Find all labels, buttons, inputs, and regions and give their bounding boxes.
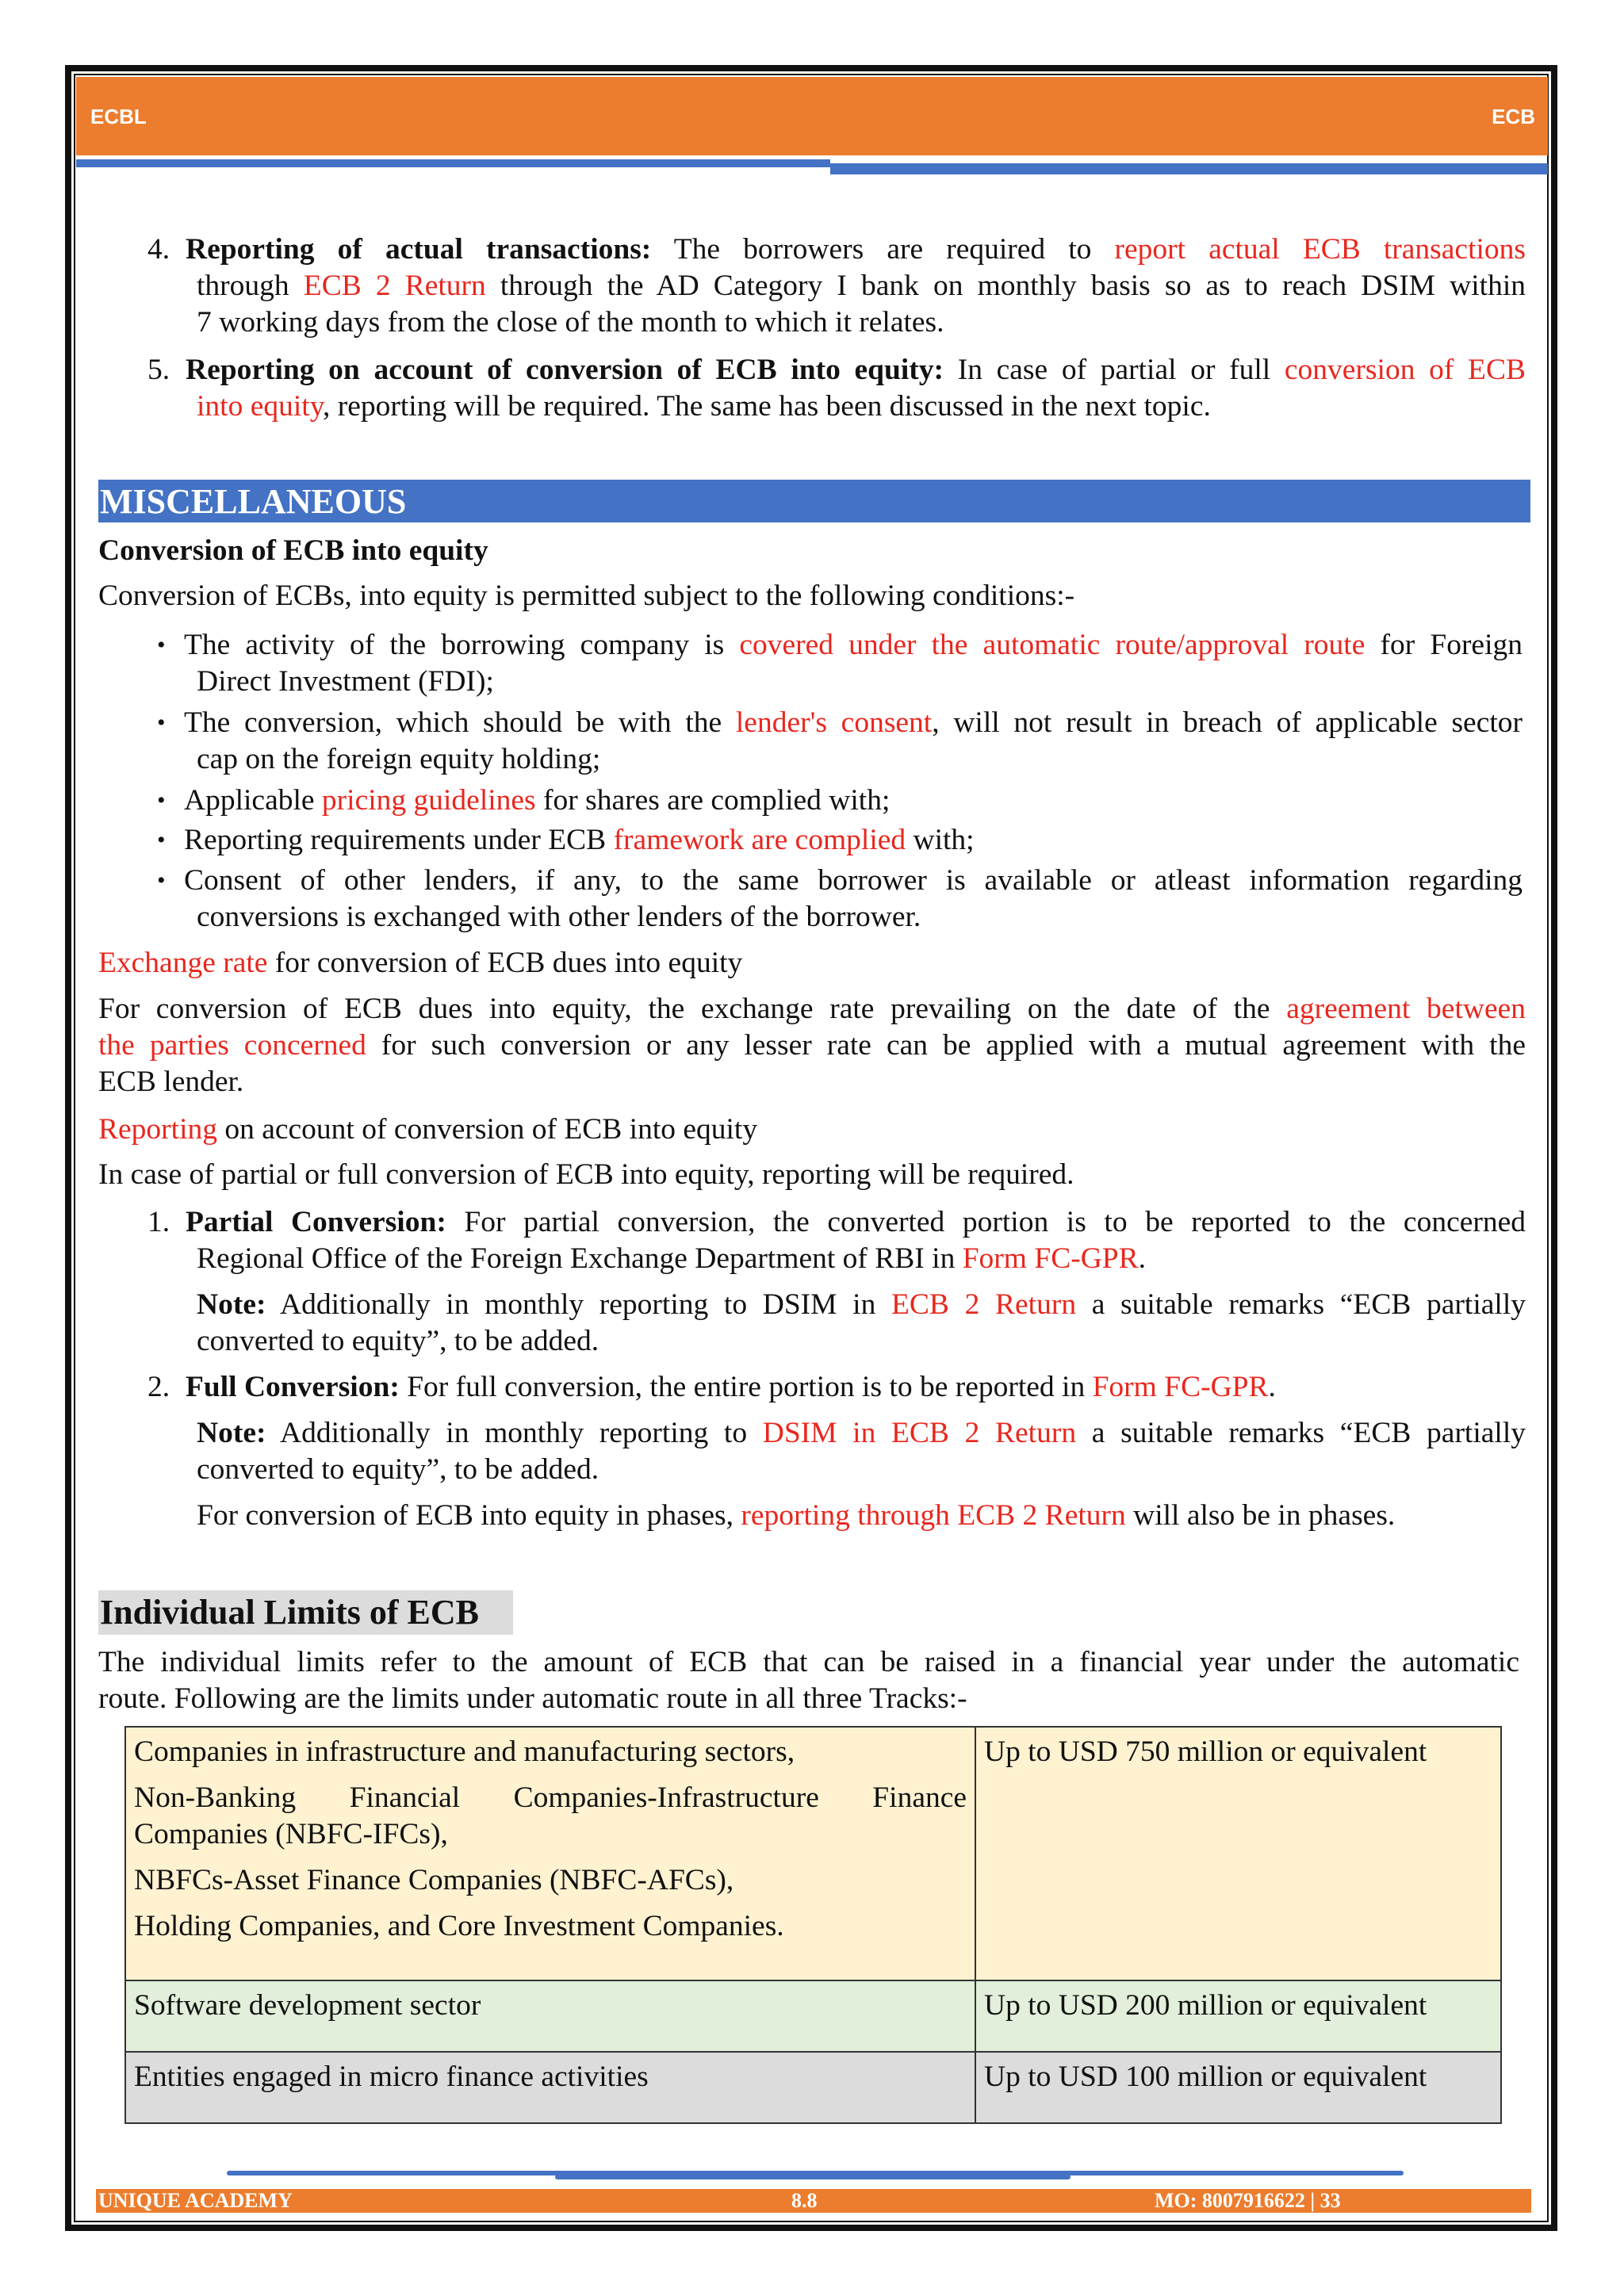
paragraph-line: For conversion of ECB into equity in phases, reporting through ECB 2 Return will also be in phases.	[197, 1499, 1396, 1532]
footer-right: MO: 8007916622 | 33	[1155, 2189, 1341, 2212]
reporting-item-line: through ECB 2 Return through the AD Category I bank on monthly basis so as to reach DSIM within	[197, 270, 1526, 302]
paragraph-line: The individual limits refer to the amount of ECB that can be raised in a financial year under the automatic	[98, 1646, 1519, 1678]
reporting-item-line: 7 working days from the close of the month to which it relates.	[197, 306, 944, 339]
bullet-text: Reporting requirements under ECB framework are complied with;	[184, 824, 975, 856]
table-row	[125, 1980, 1501, 2052]
footer-left: UNIQUE ACADEMY	[98, 2189, 293, 2212]
item-number: 2.	[147, 1371, 170, 1403]
bullet-text: conversions is exchanged with other lenders of the borrower.	[197, 901, 921, 933]
entity-line: Non-Banking Financial Companies-Infrastructure Finance Companies (NBFC-IFCs),	[134, 1781, 967, 1850]
table-cell-entities	[125, 1727, 975, 1980]
item-number: 5.	[147, 354, 170, 386]
bullet: •	[157, 827, 166, 853]
conversion-item-line: Regional Office of the Foreign Exchange Department of RBI in Form FC-GPR.	[197, 1242, 1147, 1275]
header-rule-left	[76, 159, 830, 167]
header-left-label: ECBL	[90, 105, 147, 128]
note-line: Note: Additionally in monthly reporting to DSIM in ECB 2 Return a suitable remarks “ECB partially	[197, 1417, 1526, 1449]
entity-line: Companies in infrastructure and manufacturing sectors,	[134, 1735, 795, 1768]
note-line: converted to equity”, to be added.	[197, 1453, 599, 1486]
bullet: •	[157, 787, 166, 813]
table-cell-limit: Up to USD 100 million or equivalent	[975, 2052, 1501, 2123]
reporting-item-line: Reporting of actual transactions: The borrowers are required to report actual ECB transactions	[186, 233, 1526, 266]
bullet: •	[157, 710, 166, 736]
bullet-text: Applicable pricing guidelines for shares are complied with;	[184, 784, 891, 817]
conversion-item-line: Full Conversion: For full conversion, the entire portion is to be reported in Form FC-GPR.	[186, 1371, 1276, 1403]
paragraph-line: ECB lender.	[98, 1066, 244, 1098]
note-line: Note: Additionally in monthly reporting to DSIM in ECB 2 Return a suitable remarks “ECB partially	[197, 1288, 1526, 1321]
footer-center: 8.8	[791, 2189, 818, 2212]
bullet-text: The conversion, which should be with the lender's consent, will not result in breach of applicable sector	[184, 706, 1522, 739]
header-bar	[76, 77, 1548, 155]
entity-line: NBFCs-Asset Finance Companies (NBFC-AFCs),	[134, 1864, 734, 1896]
paragraph: Conversion of ECBs, into equity is permitted subject to the following conditions:-	[98, 580, 1075, 612]
subheading: Conversion of ECB into equity	[98, 534, 488, 567]
bullet: •	[157, 632, 166, 658]
paragraph-line: For conversion of ECB dues into equity, the exchange rate prevailing on the date of the agreement between	[98, 993, 1526, 1025]
table-row	[125, 2052, 1501, 2123]
bullet-text: Consent of other lenders, if any, to the same borrower is available or atleast information regarding	[184, 864, 1522, 897]
table-row	[125, 1727, 1501, 1980]
bullet-text: The activity of the borrowing company is covered under the automatic route/approval route for Foreign	[184, 629, 1522, 661]
limits-heading: Individual Limits of ECB	[100, 1593, 480, 1632]
entity-line: Holding Companies, and Core Investment Companies.	[134, 1910, 784, 1942]
note-line: converted to equity”, to be added.	[197, 1325, 599, 1357]
bullet-text: Direct Investment (FDI);	[197, 665, 494, 698]
table-cell-entities: Software development sector	[125, 1980, 975, 2052]
table-cell-limit: Up to USD 200 million or equivalent	[975, 1980, 1501, 2052]
header-right-label: ECB	[1492, 105, 1535, 128]
header-rule-right	[830, 163, 1548, 174]
paragraph: In case of partial or full conversion of ECB into equity, reporting will be required.	[98, 1158, 1074, 1191]
item-number: 1.	[147, 1206, 170, 1238]
footer-rule-accent	[555, 2175, 1071, 2179]
table-cell-limit: Up to USD 750 million or equivalent	[975, 1727, 1501, 1980]
limits-table	[124, 1726, 1502, 2124]
subheading: Exchange rate for conversion of ECB dues into equity	[98, 947, 743, 979]
section-title: MISCELLANEOUS	[100, 482, 407, 521]
reporting-item-line: into equity, reporting will be required. The same has been discussed in the next topic.	[197, 390, 1211, 423]
subheading: Reporting on account of conversion of ECB into equity	[98, 1113, 758, 1146]
paragraph-line: route. Following are the limits under automatic route in all three Tracks:-	[98, 1682, 967, 1715]
item-number: 4.	[147, 233, 170, 266]
reporting-item-line: Reporting on account of conversion of ECB into equity: In case of partial or full conversion of ECB	[186, 354, 1526, 386]
bullet: •	[157, 867, 166, 894]
bullet-text: cap on the foreign equity holding;	[197, 743, 601, 775]
table-cell-entities: Entities engaged in micro finance activities	[125, 2052, 975, 2123]
conversion-item-line: Partial Conversion: For partial conversion, the converted portion is to be reported to the concerned	[186, 1206, 1526, 1238]
paragraph-line: the parties concerned for such conversion or any lesser rate can be applied with a mutual agreement with the	[98, 1029, 1526, 1062]
